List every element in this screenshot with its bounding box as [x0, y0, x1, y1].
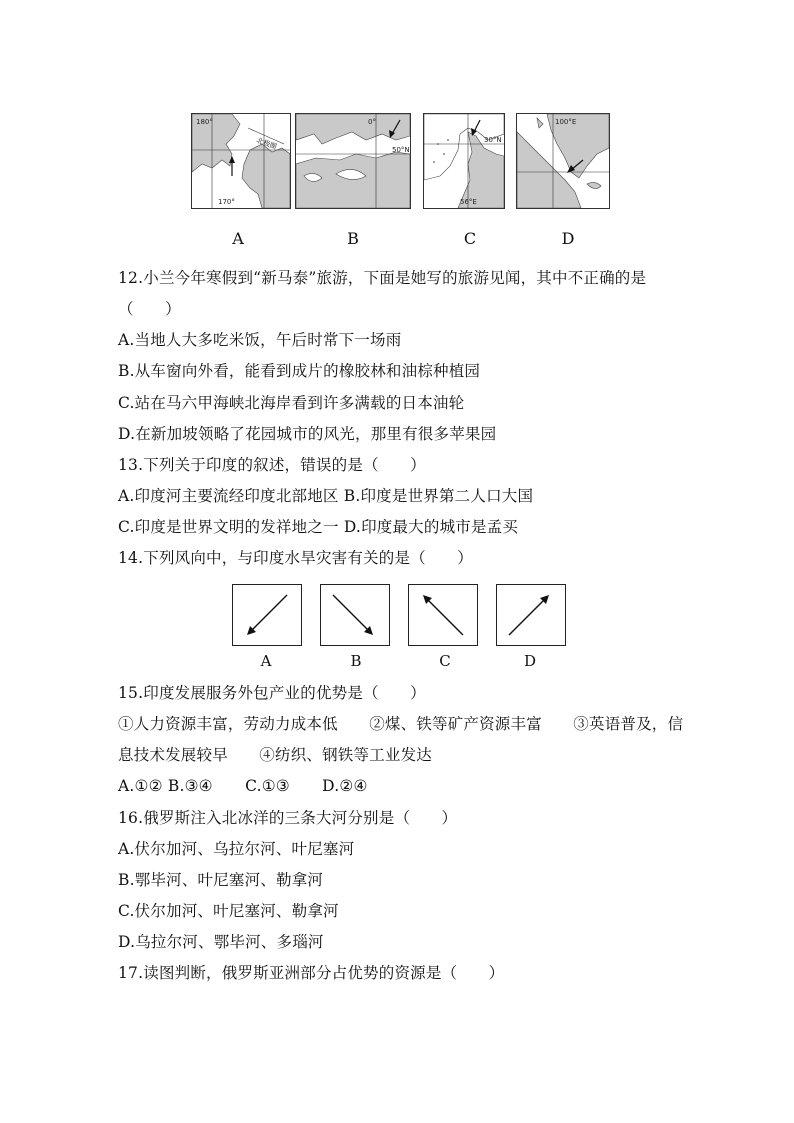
wind-label-d: D: [523, 652, 537, 670]
map-d-malacca-strait: [516, 113, 610, 209]
wind-direction-figure: [230, 584, 570, 674]
map-a-lon-top-label: 180°: [196, 118, 213, 126]
map-a-drawing: [192, 114, 290, 208]
map-a-lon-bottom-label: 170°: [218, 198, 235, 206]
map-c-hormuz-strait: [423, 113, 505, 209]
q14-stem: 14.下列风向中，与印度水旱灾害有关的是（ ）: [118, 549, 473, 567]
arrow-southwest-icon: [233, 585, 301, 645]
q12-option-b: B.从车窗向外看，能看到成片的橡胶林和油棕种植园: [118, 362, 481, 380]
q13-options-line2: C.印度是世界文明的发祥地之一 D.印度最大的城市是孟买: [118, 518, 519, 536]
wind-label-b: B: [350, 652, 362, 670]
q16-option-b: B.鄂毕河、叶尼塞河、勒拿河: [118, 871, 324, 889]
q15-option-a: A.①②: [118, 777, 163, 795]
arrow-southeast-icon: [321, 585, 389, 645]
q12-option-c: C.站在马六甲海峡北海岸看到许多满载的日本油轮: [118, 394, 465, 412]
q13-options-line1: A.印度河主要流经印度北部地区 B.印度是世界第二人口大国: [118, 487, 534, 505]
q15-stem: 15.印度发展服务外包产业的优势是（ ）: [118, 684, 426, 702]
q15-option-d: D.②④: [322, 777, 368, 795]
map-c-lat-label: 30°N: [484, 136, 502, 144]
strait-maps-figure: [178, 113, 618, 253]
q16-option-c: C.伏尔加河、叶尼塞河、勒拿河: [118, 902, 339, 920]
map-label-b: B: [347, 229, 359, 248]
map-b-lat-label: 50°N: [392, 146, 410, 154]
q17-stem: 17.读图判断，俄罗斯亚洲部分占优势的资源是（ ）: [118, 964, 505, 982]
arrow-northeast-icon: [497, 585, 565, 645]
q15-options: [118, 776, 368, 796]
map-a-arctic-circle-label: 北极圈: [255, 136, 278, 152]
q15-option-b: B.③④: [167, 777, 213, 795]
wind-label-a: A: [260, 652, 272, 670]
q16-stem: 16.俄罗斯注入北冰洋的三条大河分别是（ ）: [118, 809, 458, 827]
map-label-d: D: [561, 229, 575, 248]
map-label-a: A: [232, 229, 244, 248]
wind-box-b: [320, 584, 390, 646]
q13-stem: 13.下列关于印度的叙述，错误的是（ ）: [118, 456, 426, 474]
q12-stem: 12.小兰今年寒假到“新马泰”旅游，下面是她写的旅游见闻，其中不正确的是: [118, 269, 647, 287]
wind-box-c: [408, 584, 478, 646]
arrow-northwest-icon: [409, 585, 477, 645]
q12-option-d: D.在新加坡领略了花园城市的风光，那里有很多苹果园: [118, 425, 497, 443]
map-c-drawing: [424, 114, 504, 208]
map-c-lon-label: 56°E: [460, 198, 477, 206]
wind-label-c: C: [439, 652, 451, 670]
map-label-c: C: [463, 229, 477, 248]
map-b-drawing: [296, 114, 410, 208]
map-b-dover-strait: [295, 113, 411, 209]
wind-box-d: [496, 584, 566, 646]
q16-option-a: A.伏尔加河、乌拉尔河、叶尼塞河: [118, 840, 355, 858]
q16-option-d: D.乌拉尔河、鄂毕河、多瑙河: [118, 933, 324, 951]
q12-option-a: A.当地人大多吃米饭，午后时常下一场雨: [118, 331, 402, 349]
q15-option-c: C.①③: [245, 777, 290, 795]
q15-text-line2: 息技术发展较早 ④纺织、钢铁等工业发达: [118, 746, 433, 764]
wind-box-a: [232, 584, 302, 646]
map-b-lon-label: 0°: [368, 118, 376, 126]
q12-stem-bracket: （ ）: [118, 300, 181, 318]
map-d-drawing: [517, 114, 609, 208]
map-d-lon-label: 100°E: [555, 118, 577, 126]
map-a-bering-strait: [191, 113, 291, 209]
q15-text-line1: ①人力资源丰富，劳动力成本低 ②煤、铁等矿产资源丰富 ③英语普及，信: [118, 715, 684, 733]
